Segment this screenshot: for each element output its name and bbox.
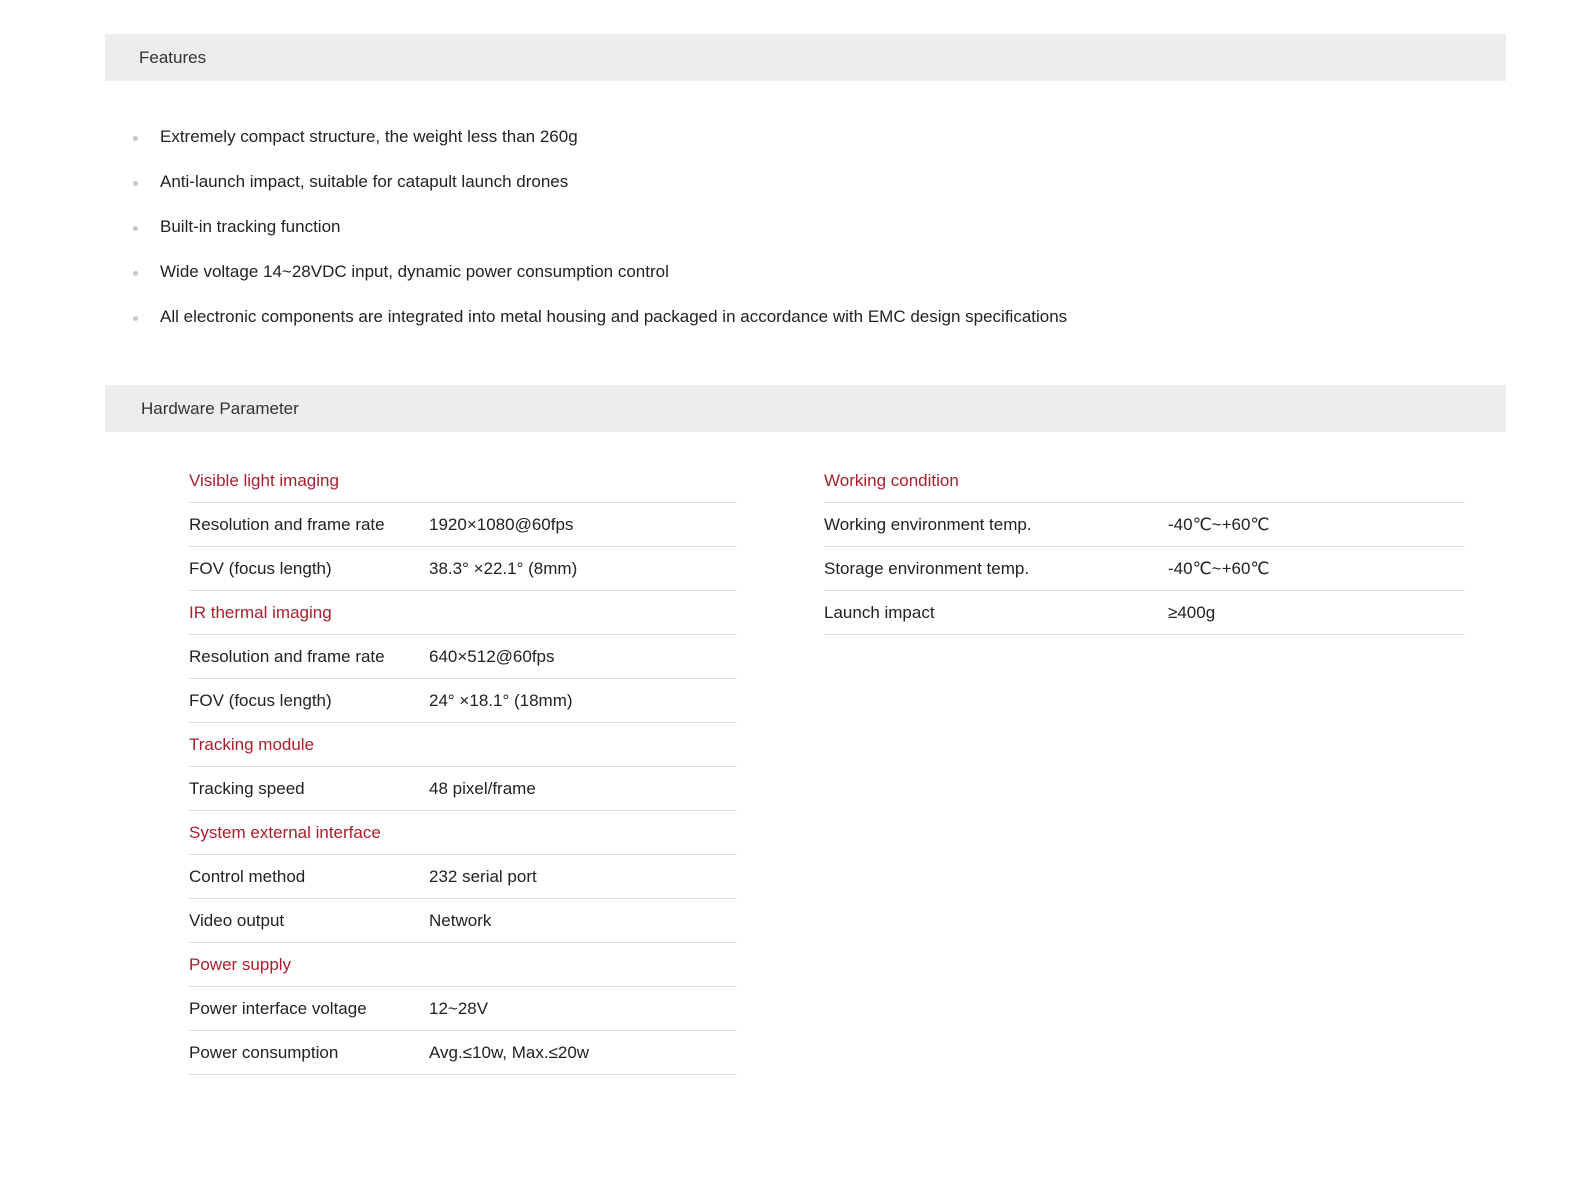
param-name: Video output xyxy=(189,911,285,930)
feature-text: All electronic components are integrated into metal housing and packaged in accordance with EMC design specifications xyxy=(160,307,1068,326)
param-row xyxy=(824,503,1465,547)
param-name: Resolution and frame rate xyxy=(189,515,385,534)
param-row xyxy=(824,547,1465,591)
feature-text: Wide voltage 14~28VDC input, dynamic power consumption control xyxy=(160,262,669,281)
param-row xyxy=(189,547,737,591)
param-value: 38.3° ×22.1° (8mm) xyxy=(429,559,578,578)
bullet-icon xyxy=(133,316,138,321)
param-name: Working environment temp. xyxy=(824,515,1032,534)
feature-text: Built-in tracking function xyxy=(160,217,341,236)
param-value: 24° ×18.1° (18mm) xyxy=(429,691,573,710)
bullet-icon xyxy=(133,181,138,186)
group-heading: Visible light imaging xyxy=(189,459,737,503)
param-row xyxy=(189,635,737,679)
param-value: Network xyxy=(429,911,492,930)
group-heading: Working condition xyxy=(824,459,1465,503)
param-value: 1920×1080@60fps xyxy=(429,515,574,534)
param-name: Control method xyxy=(189,867,306,886)
param-value: Avg.≤10w, Max.≤20w xyxy=(429,1043,590,1062)
param-row xyxy=(189,899,737,943)
features-header xyxy=(105,34,1506,81)
param-name: FOV (focus length) xyxy=(189,559,332,578)
feature-text: Anti-launch impact, suitable for catapult launch drones xyxy=(160,172,569,191)
group-heading: Tracking module xyxy=(189,723,737,767)
param-row xyxy=(824,591,1465,635)
group-heading: System external interface xyxy=(189,811,737,855)
group-heading: Power supply xyxy=(189,943,737,987)
param-name: Tracking speed xyxy=(189,779,305,798)
bullet-icon xyxy=(133,271,138,276)
param-row xyxy=(189,767,737,811)
param-row xyxy=(189,1031,737,1075)
param-row xyxy=(189,503,737,547)
features-title: Features xyxy=(139,48,207,67)
param-value: -40℃~+60℃ xyxy=(1168,559,1270,578)
param-value: 232 serial port xyxy=(429,867,537,886)
param-name: Storage environment temp. xyxy=(824,559,1030,578)
param-value: 48 pixel/frame xyxy=(429,779,536,798)
hardware-parameter-table-left xyxy=(189,459,737,1075)
hardware-parameter-table-right xyxy=(824,459,1465,635)
param-name: Resolution and frame rate xyxy=(189,647,385,666)
param-name: Power consumption xyxy=(189,1043,339,1062)
param-row xyxy=(189,679,737,723)
param-value: ≥400g xyxy=(1168,603,1216,622)
param-name: FOV (focus length) xyxy=(189,691,332,710)
hardware-header xyxy=(105,385,1506,432)
param-value: 12~28V xyxy=(429,999,489,1018)
bullet-icon xyxy=(133,136,138,141)
param-row xyxy=(189,987,737,1031)
param-value: -40℃~+60℃ xyxy=(1168,515,1270,534)
param-value: 640×512@60fps xyxy=(429,647,555,666)
param-name: Launch impact xyxy=(824,603,935,622)
param-row xyxy=(189,855,737,899)
hardware-title: Hardware Parameter xyxy=(141,399,299,418)
param-name: Power interface voltage xyxy=(189,999,367,1018)
group-heading: IR thermal imaging xyxy=(189,591,737,635)
bullet-icon xyxy=(133,226,138,231)
feature-text: Extremely compact structure, the weight less than 260g xyxy=(160,127,578,146)
